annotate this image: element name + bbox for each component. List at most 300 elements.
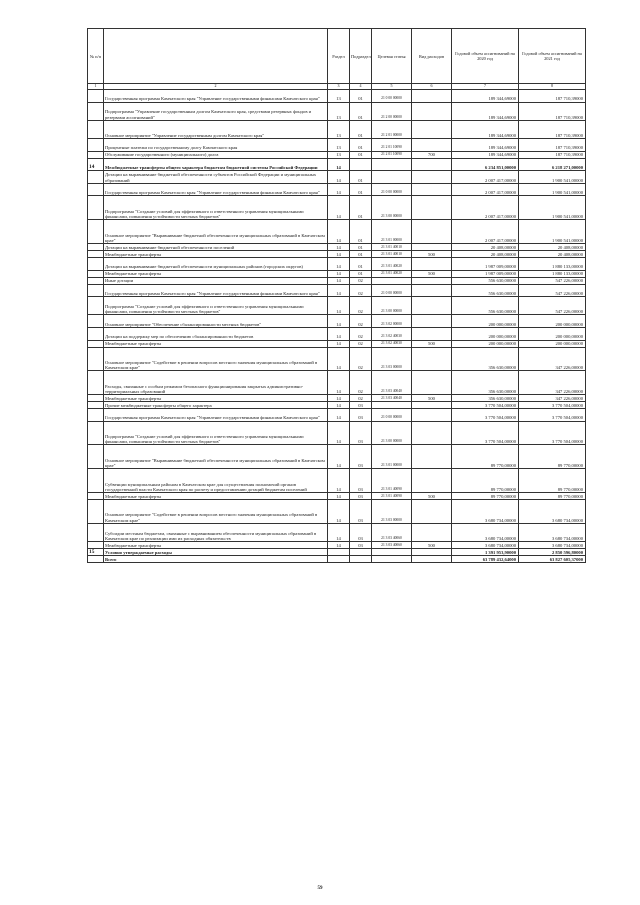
row-target-article: 21 3 00 00000	[372, 297, 412, 315]
row-amount-2021: 63 827 605,37000	[519, 556, 586, 563]
row-number	[88, 556, 104, 563]
row-expense-type: 500	[412, 395, 452, 402]
row-razdel: 14	[328, 493, 350, 500]
row-target-article	[372, 556, 412, 563]
row-number	[88, 102, 104, 120]
row-podrazdel: 01	[350, 250, 372, 257]
row-podrazdel: 01	[350, 183, 372, 196]
row-name: Основное мероприятие "Содействие в решении вопросов местного значения муниципальных образований в Камчатском крае"	[104, 347, 328, 371]
row-number	[88, 151, 104, 158]
row-amount-2021: 3 770 504,00000	[519, 409, 586, 422]
row-amount-2020: 189 344,69000	[452, 90, 519, 103]
row-podrazdel: 02	[350, 327, 372, 340]
row-expense-type	[412, 469, 452, 493]
row-number	[88, 542, 104, 549]
row-number	[88, 196, 104, 220]
row-target-article: 21 3 01 40090	[372, 493, 412, 500]
row-amount-2021: 1 900 541,00000	[519, 220, 586, 244]
row-number	[88, 421, 104, 445]
row-name: Межбюджетные трансферты общего характера бюджетам бюджетной системы Российской Федерации	[104, 158, 328, 171]
row-name: Подпрограмма "Управление государственным долгом Камчатского края, средствами резервных фондов и резервами ассигнований"	[104, 102, 328, 120]
header-amount-2020: Годовой объем ассигнований на 2020 год	[452, 29, 519, 84]
column-number: 7	[452, 84, 519, 90]
row-target-article: 21 3 01 40020	[372, 270, 412, 277]
table-row	[88, 196, 586, 220]
row-amount-2021: 2 850 596,80000	[519, 549, 586, 556]
table-row	[88, 500, 586, 524]
row-expense-type	[412, 277, 452, 284]
row-amount-2020: 1 987 009,00000	[452, 257, 519, 270]
row-amount-2020: 63 789 432,64000	[452, 556, 519, 563]
table-row	[88, 257, 586, 270]
row-podrazdel	[350, 549, 372, 556]
row-razdel: 14	[328, 183, 350, 196]
row-amount-2020: 89 770,00000	[452, 493, 519, 500]
row-name: Межбюджетные трансферты	[104, 340, 328, 347]
row-amount-2021: 187 710,39000	[519, 120, 586, 138]
table-row	[88, 493, 586, 500]
row-target-article: 21 3 03 40060	[372, 523, 412, 541]
table-row	[88, 395, 586, 402]
row-name: Подпрограмма "Создание условий для эффективного и ответственного управления муниципальными финансами, повышения устойчивости местных бюджетов"	[104, 297, 328, 315]
table-body	[88, 90, 586, 563]
table-row	[88, 277, 586, 284]
row-name: Субсидии местным бюджетам, связанные с выравниванием обеспеченности муниципальных образований в Камчатском крае по реализации ими их расходных обязательств	[104, 523, 328, 541]
row-razdel: 13	[328, 102, 350, 120]
header-num: № п/п	[88, 29, 104, 84]
row-name: Обслуживание государственного (муниципального) долга	[104, 151, 328, 158]
row-amount-2020: 189 344,69000	[452, 151, 519, 158]
table-row	[88, 523, 586, 541]
row-razdel: 14	[328, 371, 350, 395]
row-number	[88, 493, 104, 500]
row-razdel: 14	[328, 315, 350, 328]
header-name	[104, 29, 328, 84]
row-podrazdel: 03	[350, 421, 372, 445]
budget-table	[87, 28, 586, 563]
row-amount-2021: 547 226,00000	[519, 277, 586, 284]
budget-table-sheet	[87, 28, 585, 563]
row-amount-2021: 1 900 541,00000	[519, 196, 586, 220]
header-target-article: Целевая статья	[372, 29, 412, 84]
row-amount-2020: 189 344,69000	[452, 102, 519, 120]
row-name: Процентные платежи по государственному долгу Камчатского края	[104, 138, 328, 151]
row-target-article	[372, 402, 412, 409]
row-podrazdel: 02	[350, 340, 372, 347]
row-podrazdel: 02	[350, 284, 372, 297]
row-podrazdel: 01	[350, 270, 372, 277]
row-razdel: 14	[328, 421, 350, 445]
row-expense-type	[412, 284, 452, 297]
row-amount-2020: 1 391 953,90000	[452, 549, 519, 556]
row-number	[88, 327, 104, 340]
row-razdel: 14	[328, 297, 350, 315]
row-amount-2020: 556 630,00000	[452, 277, 519, 284]
row-amount-2021: 347 226,00000	[519, 347, 586, 371]
row-number	[88, 371, 104, 395]
row-number: 15	[88, 549, 104, 556]
row-target-article: 21 0 00 00000	[372, 90, 412, 103]
table-row	[88, 469, 586, 493]
row-amount-2021: 3 680 734,00000	[519, 542, 586, 549]
row-number	[88, 120, 104, 138]
row-razdel: 14	[328, 277, 350, 284]
table-row	[88, 315, 586, 328]
row-podrazdel: 02	[350, 371, 372, 395]
row-number	[88, 340, 104, 347]
row-podrazdel: 02	[350, 297, 372, 315]
row-podrazdel: 02	[350, 347, 372, 371]
row-name: Основное мероприятие "Содействие в решении вопросов местного значения муниципальных образований в Камчатском крае"	[104, 500, 328, 524]
row-podrazdel: 02	[350, 395, 372, 402]
row-expense-type	[412, 500, 452, 524]
row-amount-2020: 556 630,00000	[452, 284, 519, 297]
row-podrazdel: 01	[350, 196, 372, 220]
row-podrazdel: 01	[350, 257, 372, 270]
row-podrazdel: 02	[350, 277, 372, 284]
row-name: Подпрограмма "Создание условий для эффективного и ответственного управления муниципальными финансами, повышения устойчивости местных бюджетов"	[104, 196, 328, 220]
row-amount-2021: 200 000,00000	[519, 340, 586, 347]
row-amount-2020: 2 007 417,00000	[452, 196, 519, 220]
row-amount-2021: 200 000,00000	[519, 327, 586, 340]
row-target-article: 21 3 02 40030	[372, 340, 412, 347]
row-expense-type	[412, 315, 452, 328]
table-row	[88, 371, 586, 395]
row-amount-2020: 200 000,00000	[452, 327, 519, 340]
row-amount-2020: 189 344,69000	[452, 138, 519, 151]
row-number	[88, 523, 104, 541]
row-podrazdel: 01	[350, 151, 372, 158]
row-target-article	[372, 549, 412, 556]
table-header-row	[88, 29, 586, 84]
row-target-article: 21 2 01 10090	[372, 138, 412, 151]
row-razdel: 14	[328, 243, 350, 250]
row-amount-2020: 2 007 417,00000	[452, 171, 519, 184]
table-row	[88, 250, 586, 257]
row-name: Основное мероприятие "Выравнивание бюджетной обеспеченности муниципальных образований в Камчатском крае"	[104, 220, 328, 244]
row-amount-2020: 6 234 851,00000	[452, 158, 519, 171]
header-amount-2021: Годовой объем ассигнований на 2021 год	[519, 29, 586, 84]
row-number	[88, 402, 104, 409]
row-amount-2021: 547 226,00000	[519, 297, 586, 315]
row-target-article: 21 2 01 00000	[372, 120, 412, 138]
row-name: Межбюджетные трансферты	[104, 250, 328, 257]
row-amount-2020: 3 680 734,00000	[452, 500, 519, 524]
row-amount-2021: 3 770 504,00000	[519, 402, 586, 409]
row-expense-type: 700	[412, 151, 452, 158]
row-amount-2021: 6 218 271,00000	[519, 158, 586, 171]
row-target-article: 21 3 01 00000	[372, 445, 412, 469]
row-amount-2020: 3 680 734,00000	[452, 542, 519, 549]
row-target-article: 21 0 00 00000	[372, 409, 412, 422]
row-amount-2020: 189 344,69000	[452, 120, 519, 138]
row-expense-type	[412, 171, 452, 184]
row-podrazdel: 01	[350, 171, 372, 184]
row-podrazdel: 03	[350, 445, 372, 469]
row-amount-2020: 3 770 504,00000	[452, 402, 519, 409]
row-podrazdel: 03	[350, 493, 372, 500]
row-razdel	[328, 556, 350, 563]
row-amount-2020: 200 000,00000	[452, 340, 519, 347]
row-target-article: 21 3 03 00000	[372, 347, 412, 371]
row-number	[88, 445, 104, 469]
row-expense-type	[412, 120, 452, 138]
row-target-article: 21 3 01 40010	[372, 243, 412, 250]
table-row	[88, 327, 586, 340]
row-razdel: 13	[328, 151, 350, 158]
row-name: Государственная программа Камчатского края "Управление государственными финансами Камчатского края"	[104, 90, 328, 103]
row-amount-2020: 89 770,00000	[452, 445, 519, 469]
table-row	[88, 151, 586, 158]
row-amount-2020: 20 408,00000	[452, 250, 519, 257]
row-amount-2021: 347 226,00000	[519, 395, 586, 402]
row-expense-type: 500	[412, 270, 452, 277]
row-expense-type	[412, 297, 452, 315]
row-target-article: 21 3 00 00000	[372, 196, 412, 220]
row-podrazdel: 01	[350, 243, 372, 250]
row-amount-2021: 200 000,00000	[519, 315, 586, 328]
row-amount-2021: 89 770,00000	[519, 445, 586, 469]
row-number	[88, 250, 104, 257]
row-razdel: 14	[328, 409, 350, 422]
table-row	[88, 421, 586, 445]
row-name: Дотации на выравнивание бюджетной обеспеченности муниципальных районов (городских округов)	[104, 257, 328, 270]
row-target-article: 21 3 03 40060	[372, 542, 412, 549]
row-amount-2021: 1 880 133,00000	[519, 270, 586, 277]
table-row	[88, 556, 586, 563]
column-number: 3	[328, 84, 350, 90]
column-number: 2	[104, 84, 328, 90]
table-row	[88, 445, 586, 469]
row-target-article: 21 0 00 00000	[372, 284, 412, 297]
table-row	[88, 120, 586, 138]
row-number	[88, 183, 104, 196]
row-expense-type: 500	[412, 340, 452, 347]
row-number	[88, 243, 104, 250]
row-razdel: 14	[328, 347, 350, 371]
row-name: Основное мероприятие "Управление государственным долгом Камчатского края"	[104, 120, 328, 138]
row-razdel: 14	[328, 257, 350, 270]
column-number: 1	[88, 84, 104, 90]
row-razdel: 14	[328, 402, 350, 409]
row-target-article	[372, 171, 412, 184]
row-expense-type	[412, 138, 452, 151]
row-razdel: 13	[328, 120, 350, 138]
row-amount-2021: 1 900 541,00000	[519, 183, 586, 196]
table-row	[88, 542, 586, 549]
row-amount-2021: 89 770,00000	[519, 493, 586, 500]
row-razdel: 14	[328, 500, 350, 524]
row-expense-type	[412, 523, 452, 541]
row-razdel: 14	[328, 395, 350, 402]
row-expense-type	[412, 243, 452, 250]
row-razdel: 14	[328, 196, 350, 220]
row-amount-2021: 187 710,39000	[519, 151, 586, 158]
row-amount-2020: 356 630,00000	[452, 395, 519, 402]
row-number	[88, 138, 104, 151]
row-number	[88, 277, 104, 284]
page-number: 59	[317, 886, 323, 891]
row-amount-2021: 187 710,39000	[519, 102, 586, 120]
row-name: Дотации на выравнивание бюджетной обеспеченности субъектов Российской Федерации и муниципальных образований	[104, 171, 328, 184]
row-amount-2020: 89 770,00000	[452, 469, 519, 493]
row-expense-type: 500	[412, 542, 452, 549]
table-row	[88, 297, 586, 315]
row-razdel: 14	[328, 469, 350, 493]
table-row	[88, 138, 586, 151]
row-amount-2021: 3 680 734,00000	[519, 523, 586, 541]
row-name: Условно утверждаемые расходы	[104, 549, 328, 556]
row-expense-type	[412, 556, 452, 563]
row-number	[88, 90, 104, 103]
table-row	[88, 158, 586, 171]
row-amount-2021: 20 408,00000	[519, 243, 586, 250]
row-target-article	[372, 277, 412, 284]
row-number	[88, 315, 104, 328]
row-podrazdel: 01	[350, 102, 372, 120]
row-expense-type	[412, 257, 452, 270]
row-podrazdel	[350, 158, 372, 171]
row-amount-2020: 3 680 734,00000	[452, 523, 519, 541]
row-expense-type	[412, 220, 452, 244]
row-amount-2021: 3 770 504,00000	[519, 421, 586, 445]
row-razdel: 13	[328, 90, 350, 103]
table-row	[88, 171, 586, 184]
column-number: 5	[372, 84, 412, 90]
header-razdel: Раздел	[328, 29, 350, 84]
row-amount-2021: 1 880 133,00000	[519, 257, 586, 270]
row-number	[88, 395, 104, 402]
row-name: Дотации на поддержку мер по обеспечению сбалансированности бюджетов	[104, 327, 328, 340]
row-name: Расходы, связанные с особым режимом безопасного функционирования закрытых административно-территориальных образований	[104, 371, 328, 395]
row-podrazdel: 03	[350, 469, 372, 493]
row-amount-2020: 200 000,00000	[452, 315, 519, 328]
column-number: 8	[519, 84, 586, 90]
row-expense-type	[412, 158, 452, 171]
row-podrazdel: 03	[350, 523, 372, 541]
row-razdel: 14	[328, 270, 350, 277]
row-number	[88, 270, 104, 277]
row-expense-type	[412, 409, 452, 422]
table-row	[88, 549, 586, 556]
row-podrazdel: 01	[350, 220, 372, 244]
row-expense-type	[412, 421, 452, 445]
row-amount-2020: 20 408,00000	[452, 243, 519, 250]
row-name: Межбюджетные трансферты	[104, 542, 328, 549]
row-amount-2020: 356 630,00000	[452, 347, 519, 371]
row-expense-type	[412, 402, 452, 409]
row-name: Дотации на выравнивание бюджетной обеспеченности поселений	[104, 243, 328, 250]
row-amount-2020: 1 987 009,00000	[452, 270, 519, 277]
row-name: Государственная программа Камчатского края "Управление государственными финансами Камчатского края"	[104, 409, 328, 422]
row-number: 14	[88, 158, 104, 171]
row-razdel: 14	[328, 158, 350, 171]
row-razdel: 14	[328, 542, 350, 549]
header-expense-type: Вид расходов	[412, 29, 452, 84]
row-expense-type	[412, 549, 452, 556]
row-number	[88, 171, 104, 184]
row-expense-type	[412, 347, 452, 371]
row-amount-2021: 547 226,00000	[519, 284, 586, 297]
row-expense-type: 500	[412, 250, 452, 257]
row-name: Межбюджетные трансферты	[104, 493, 328, 500]
row-expense-type	[412, 371, 452, 395]
row-target-article: 21 3 02 00000	[372, 315, 412, 328]
row-amount-2020: 556 630,00000	[452, 297, 519, 315]
row-razdel: 14	[328, 445, 350, 469]
row-expense-type	[412, 327, 452, 340]
column-number: 6	[412, 84, 452, 90]
row-name: Государственная программа Камчатского края "Управление государственными финансами Камчатского края"	[104, 284, 328, 297]
row-number	[88, 220, 104, 244]
row-number	[88, 297, 104, 315]
row-razdel: 14	[328, 171, 350, 184]
row-target-article: 21 2 01 10090	[372, 151, 412, 158]
row-amount-2020: 3 770 504,00000	[452, 409, 519, 422]
table-row	[88, 284, 586, 297]
row-podrazdel: 03	[350, 542, 372, 549]
row-razdel: 14	[328, 523, 350, 541]
row-number	[88, 284, 104, 297]
row-expense-type	[412, 183, 452, 196]
row-razdel: 14	[328, 220, 350, 244]
table-row	[88, 340, 586, 347]
row-razdel: 14	[328, 284, 350, 297]
row-razdel: 14	[328, 340, 350, 347]
row-target-article: 21 0 00 00000	[372, 183, 412, 196]
row-number	[88, 409, 104, 422]
row-amount-2021: 347 226,00000	[519, 371, 586, 395]
table-row	[88, 243, 586, 250]
row-target-article: 21 3 03 40040	[372, 371, 412, 395]
row-target-article: 21 3 01 40020	[372, 257, 412, 270]
row-expense-type	[412, 445, 452, 469]
table-row	[88, 90, 586, 103]
row-name: Межбюджетные трансферты	[104, 270, 328, 277]
row-name: Межбюджетные трансферты	[104, 395, 328, 402]
row-number	[88, 469, 104, 493]
row-expense-type	[412, 90, 452, 103]
row-target-article: 21 3 03 00000	[372, 500, 412, 524]
table-row	[88, 270, 586, 277]
table-row	[88, 409, 586, 422]
row-amount-2020: 356 630,00000	[452, 371, 519, 395]
row-amount-2020: 2 007 417,00000	[452, 220, 519, 244]
row-razdel: 14	[328, 327, 350, 340]
row-name: Всего	[104, 556, 328, 563]
table-row	[88, 402, 586, 409]
row-number	[88, 500, 104, 524]
row-podrazdel: 01	[350, 90, 372, 103]
row-target-article: 21 3 00 00000	[372, 421, 412, 445]
row-name: Субвенции муниципальным районам в Камчатском крае для осуществления полномочий органов государственной власти Камчатского края по расчету и предоставлению дотаций бюджетам поселений	[104, 469, 328, 493]
row-amount-2021: 187 710,39000	[519, 138, 586, 151]
row-name: Иные дотации	[104, 277, 328, 284]
row-number	[88, 257, 104, 270]
row-razdel	[328, 549, 350, 556]
table-row	[88, 102, 586, 120]
row-amount-2021: 89 770,00000	[519, 469, 586, 493]
row-amount-2021: 187 710,39000	[519, 90, 586, 103]
row-podrazdel: 02	[350, 315, 372, 328]
row-razdel: 13	[328, 138, 350, 151]
row-target-article: 21 3 01 40010	[372, 250, 412, 257]
row-podrazdel: 01	[350, 120, 372, 138]
row-number	[88, 347, 104, 371]
row-razdel: 14	[328, 250, 350, 257]
row-amount-2021: 3 680 734,00000	[519, 500, 586, 524]
row-expense-type: 500	[412, 493, 452, 500]
